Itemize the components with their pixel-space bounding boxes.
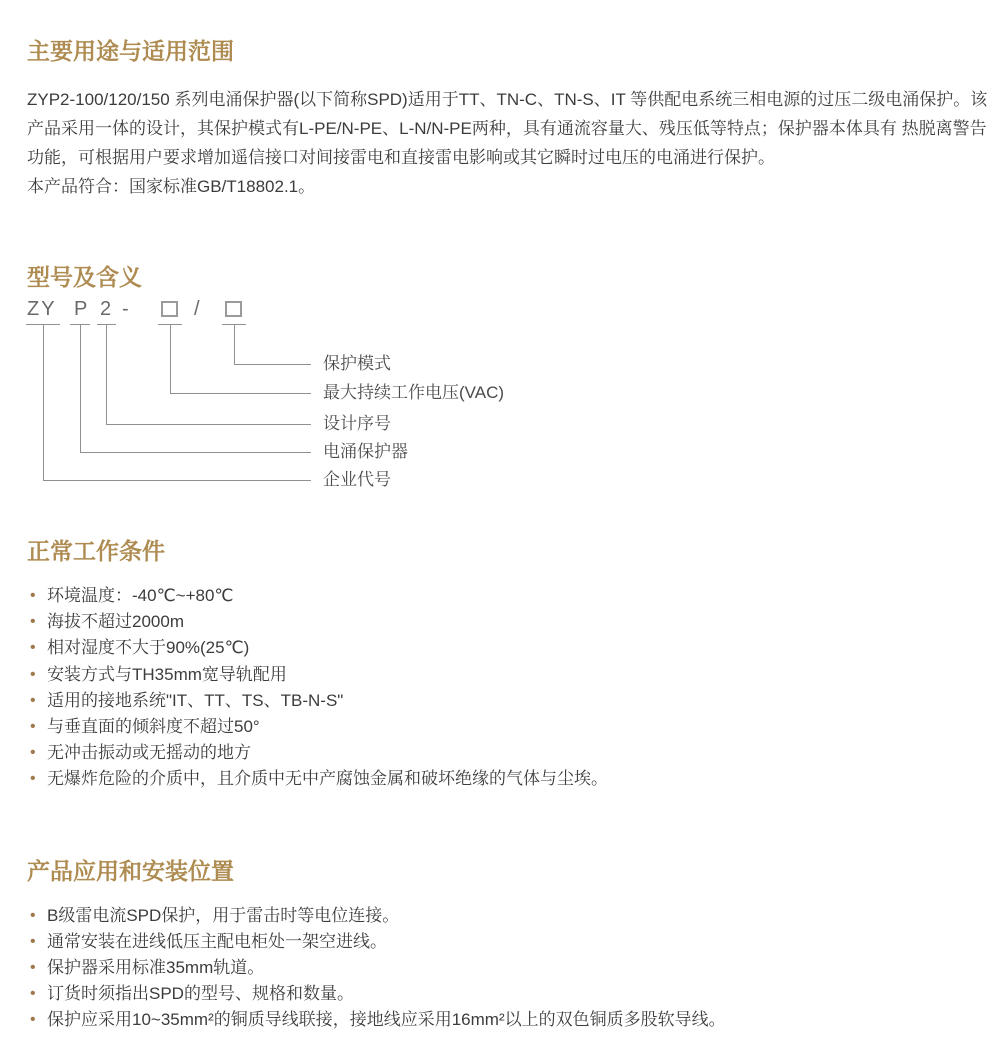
section-heading-application: 产品应用和安装位置	[27, 857, 234, 884]
model-symbol-2: 2	[100, 298, 114, 320]
compliance-paragraph: 本产品符合：国家标准GB/T18802.1。	[27, 177, 316, 196]
connector-line	[43, 480, 311, 481]
placeholder-box	[225, 301, 242, 317]
purpose-paragraph: ZYP2-100/120/150 系列电涌保护器(以下简称SPD)适用于TT、TN-C、TN-S、IT 等供配电系统三相电源的过压二级电涌保护。该产品采用一体的设计，其保护模式有L-PE/N-PE、L-N/N-PE两种，具有通流容量大、残压低等特点；保护器本体具有 热脱离警告功能，可根据用户要求增加遥信接口对间接雷电和直接雷电影响或其它瞬时过电压的电涌进行保护。	[27, 90, 988, 167]
list-item: • 相对湿度不大于90%(25℃)	[30, 635, 981, 661]
conditions-list	[27, 583, 981, 793]
connector-line	[234, 324, 235, 364]
application-list	[27, 903, 981, 1034]
connector-line	[43, 324, 44, 480]
section-heading-conditions: 正常工作条件	[27, 538, 165, 564]
connector-line	[170, 324, 171, 393]
diagram-label: 保护模式	[323, 354, 391, 373]
diagram-label: 电涌保护器	[323, 442, 408, 461]
list-item: • 环境温度：-40℃~+80℃	[30, 583, 981, 609]
list-item: • 保护器采用标准35mm轨道。	[30, 955, 981, 981]
section-heading-model: 型号及含义	[27, 264, 142, 290]
list-item: • 无爆炸危险的介质中，且介质中无中产腐蚀金属和破坏绝缘的气体与尘埃。	[30, 766, 981, 792]
placeholder-box	[161, 301, 178, 317]
model-symbol-slash: /	[194, 298, 202, 320]
list-item: • 订货时须指出SPD的型号、规格和数量。	[30, 981, 981, 1007]
connector-line	[170, 393, 311, 394]
connector-line	[106, 424, 311, 425]
list-item: • B级雷电流SPD保护，用于雷击时等电位连接。	[30, 903, 981, 929]
list-item: • 海拔不超过2000m	[30, 609, 981, 635]
diagram-label: 最大持续工作电压(VAC)	[323, 383, 505, 402]
list-item: • 与垂直面的倾斜度不超过50°	[30, 714, 981, 740]
connector-line	[234, 364, 311, 365]
model-symbol-zy: ZY	[27, 298, 57, 320]
model-diagram	[27, 297, 727, 493]
connector-line	[80, 452, 311, 453]
list-item: • 保护应采用10~35mm²的铜质导线联接，接地线应采用16mm²以上的双色铜质多股软导线。	[30, 1007, 981, 1033]
section-heading-purpose: 主要用途与适用范围	[27, 38, 234, 64]
connector-line	[106, 324, 107, 424]
model-symbol-dash: -	[122, 298, 131, 320]
diagram-label: 设计序号	[323, 414, 391, 433]
list-item: • 无冲击振动或无摇动的地方	[30, 740, 981, 766]
diagram-label: 企业代号	[323, 470, 391, 489]
list-item: • 通常安装在进线低压主配电柜处一架空进线。	[30, 929, 981, 955]
list-item: • 安装方式与TH35mm宽导轨配用	[30, 662, 981, 688]
connector-line	[80, 324, 81, 452]
model-symbol-p: P	[74, 298, 90, 320]
list-item: • 适用的接地系统"IT、TT、TS、TB-N-S"	[30, 688, 981, 714]
